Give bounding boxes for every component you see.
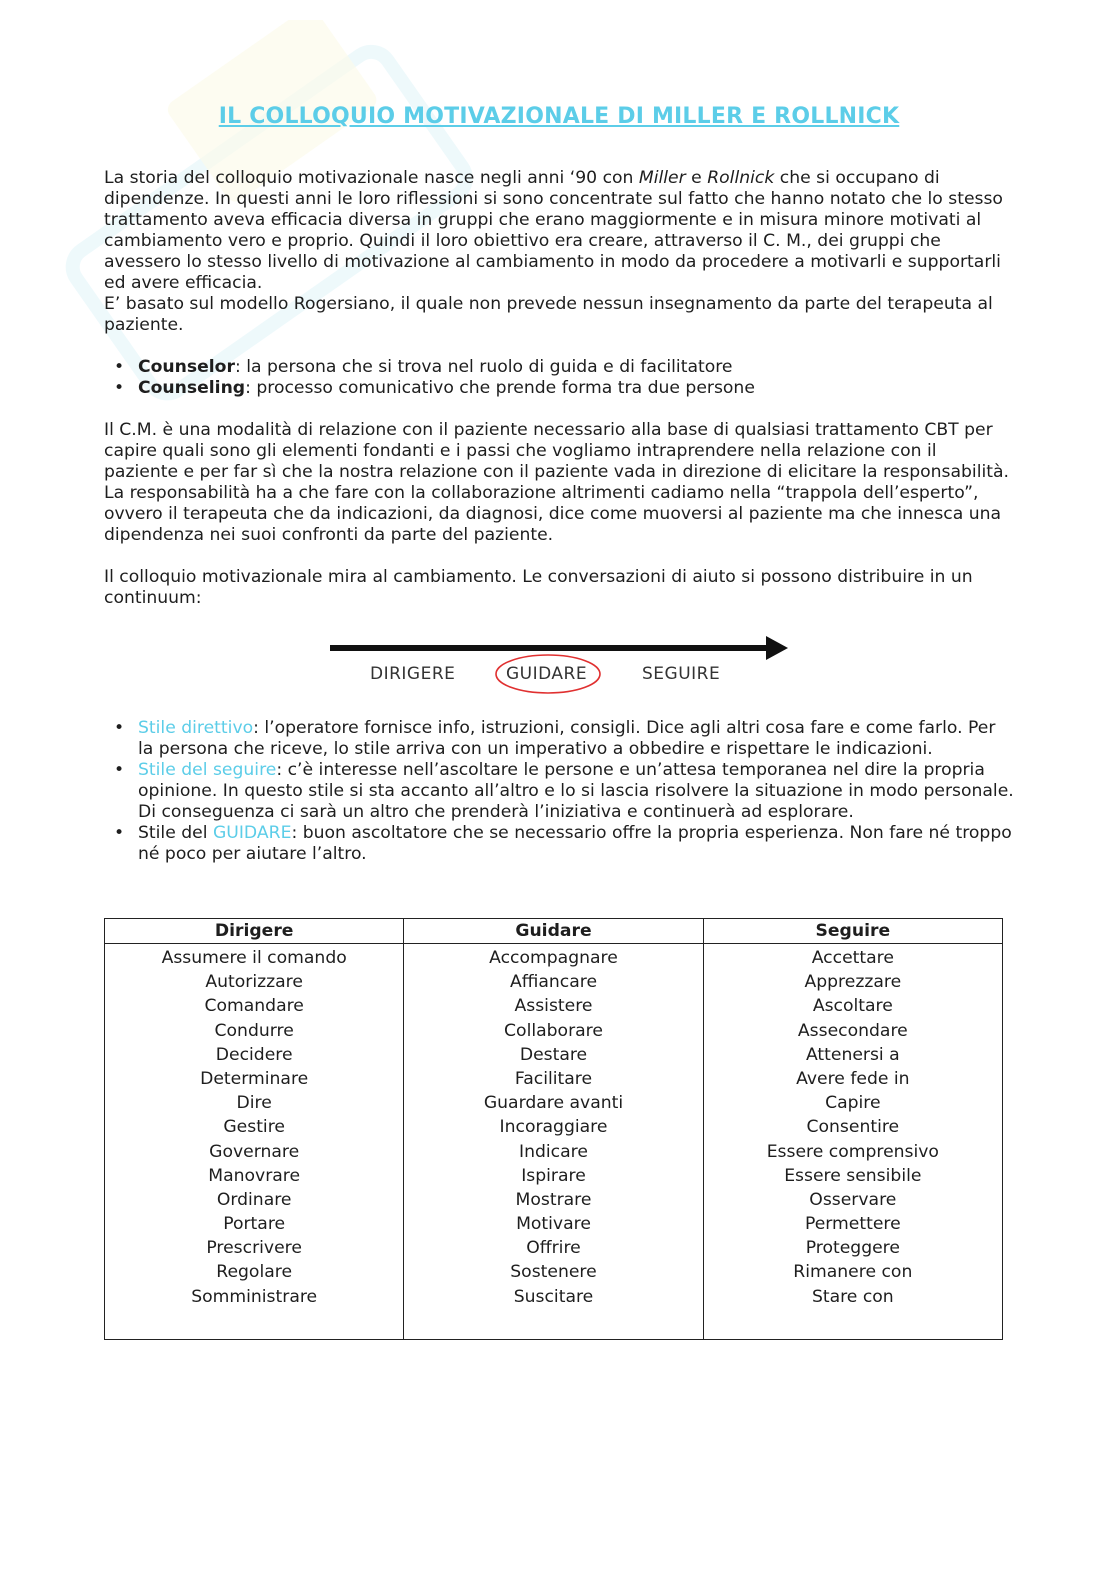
table-header: Dirigere [105,919,404,944]
table-cell: Assistere [514,996,593,1017]
table-cell: Offrire [526,1238,581,1259]
styles-list [104,718,1014,865]
rogers-sentence: E’ basato sul modello Rogersiano, il quale non prevede nessun insegnamento da parte del terapeuta al paziente. [104,294,993,335]
table-cell: Assumere il comando [161,948,347,968]
table-cell: Collaborare [504,1020,603,1041]
table-cell: Dire [236,1093,272,1114]
list-item: • Stile del GUIDARE: buon ascoltatore che se necessario offre la propria esperienza. Non fare né troppo né poco per aiutare l’altro. [114,823,1012,864]
cm-paragraph: Il C.M. è una modalità di relazione con il paziente necessario alla base di qualsiasi trattamento CBT per capire quali sono gli elementi fondanti e i passi che vogliamo intraprendere nella relazione con il paziente e per far sì che la nostra relazione con il paziente vada in direzione di elicitare la responsabilità. La responsabilità ha a che fare con la collaborazione altrimenti cadiamo nella “trappola dell’esperto”, ovvero il terapeuta che da indicazioni, da diagnosi, dice come muoversi al paziente ma che innesca una dipendenza nei suoi confronti da parte del paziente. [104,420,1009,545]
author-rollnick: Rollnick [707,168,775,188]
table-cell: Suscitare [513,1286,594,1307]
table-cell: Manovrare [208,1165,301,1186]
table-header: Seguire [703,919,1002,944]
table-cell: Ispirare [521,1165,586,1186]
bullet-icon: • [114,378,125,398]
styles-table [104,918,1003,1340]
list-item: • Stile del seguire: c’è interesse nell’ascoltare le persone e un’attesa temporanea nel dire la propria opinione. In questo stile si sta accanto all’altro e lo si lascia risolvere la situazione in modo personale. Di conseguenza ci sarà un altro che prenderà l’iniziativa e continuerà ad esplorare. [114,760,1014,822]
table-cell: Sostenere [510,1262,597,1283]
table-cell: Somministrare [191,1286,318,1307]
continuum-label-seguire: SEGUIRE [642,664,721,684]
table-cell: Comandare [204,996,304,1017]
table-cell: Facilitare [514,1068,593,1089]
bullet-icon: • [114,823,125,843]
table-cell: Portare [223,1214,286,1235]
table-column-seguire [703,944,1002,1340]
continuum-arrow-figure [328,632,798,696]
page-title: IL COLLOQUIO MOTIVAZIONALE DI MILLER E ROLLNICK [218,104,900,129]
table-column-dirigere [105,944,404,1340]
table-column-guidare [404,944,703,1340]
table-cell: Gestire [223,1117,285,1138]
table-cell: Affiancare [509,972,598,993]
table-cell: Condurre [214,1020,294,1041]
table-cell: Apprezzare [804,972,902,993]
list-item: • Counseling: processo comunicativo che prende forma tra due persone [114,378,755,398]
table-cell: Accettare [811,948,894,968]
continuum-label-dirigere: DIRIGERE [370,664,456,684]
table-cell: Permettere [804,1214,901,1235]
continuum-label-guidare: GUIDARE [506,664,588,684]
author-miller: Miller [638,168,686,188]
table-cell: Prescrivere [206,1238,302,1259]
table-row [105,944,1003,1340]
table-cell: Accompagnare [489,948,618,968]
intro-paragraph: La storia del colloquio motivazionale nasce negli anni ‘90 con Miller e Rollnick che si occupano di dipendenze. In questi anni le loro riflessioni si sono concentrate sul fatto che hanno notato che lo stesso trattamento aveva efficacia diversa in gruppi che erano maggiormente e in misura minore motivati al cambiamento vero e proprio. Quindi il loro obiettivo era creare, attraverso il C. M., dei gruppi che avessero lo stesso livello di motivazione al cambiamento in modo da procedere a motivarli e supportarli ed avere efficacia. E’ basato sul modello Rogersiano, il quale non prevede nessun insegnamento da parte del terapeuta al paziente. [104,168,1003,335]
table-cell: Consentire [806,1117,900,1138]
table-cell: Autorizzare [205,972,303,993]
table-cell: Governare [209,1141,300,1162]
table-cell: Ascoltare [812,996,893,1017]
table-cell: Attenersi a [805,1044,900,1065]
table-cell: Incoraggiare [499,1117,608,1138]
definitions-list [104,357,1012,399]
table-cell: Determinare [200,1068,309,1089]
bullet-icon: • [114,760,125,780]
table-cell: Osservare [809,1189,897,1210]
table-cell: Indicare [519,1141,588,1162]
table-header-row [105,919,1003,944]
table-cell: Capire [825,1093,881,1114]
table-header: Guidare [404,919,703,944]
table-cell: Regolare [216,1262,293,1283]
table-cell: Stare con [811,1286,894,1307]
continuum-intro: Il colloquio motivazionale mira al cambiamento. Le conversazioni di aiuto si possono distribuire in un continuum: [104,567,973,608]
table-cell: Ordinare [216,1189,292,1210]
table-cell: Assecondare [797,1020,908,1041]
table-cell: Motivare [516,1214,591,1235]
bullet-icon: • [114,357,125,377]
bullet-icon: • [114,718,125,738]
table-cell: Essere comprensivo [766,1141,939,1162]
table-cell: Mostrare [515,1189,592,1210]
table-cell: Rimanere con [793,1262,913,1283]
table-cell: Destare [519,1044,588,1065]
table-cell: Essere sensibile [784,1165,922,1186]
list-item: • Counselor: la persona che si trova nel ruolo di guida e di facilitatore [114,357,733,377]
table-cell: Avere fede in [796,1068,910,1089]
table-cell: Proteggere [805,1238,900,1259]
table-cell: Decidere [215,1044,293,1065]
list-item: • Stile direttivo: l’operatore fornisce info, istruzioni, consigli. Dice agli altri cosa fare e come farlo. Per la persona che riceve, lo stile arriva con un imperativo a obbedire e rispettare le indicazioni. [114,718,996,759]
table-cell: Guardare avanti [483,1093,624,1114]
